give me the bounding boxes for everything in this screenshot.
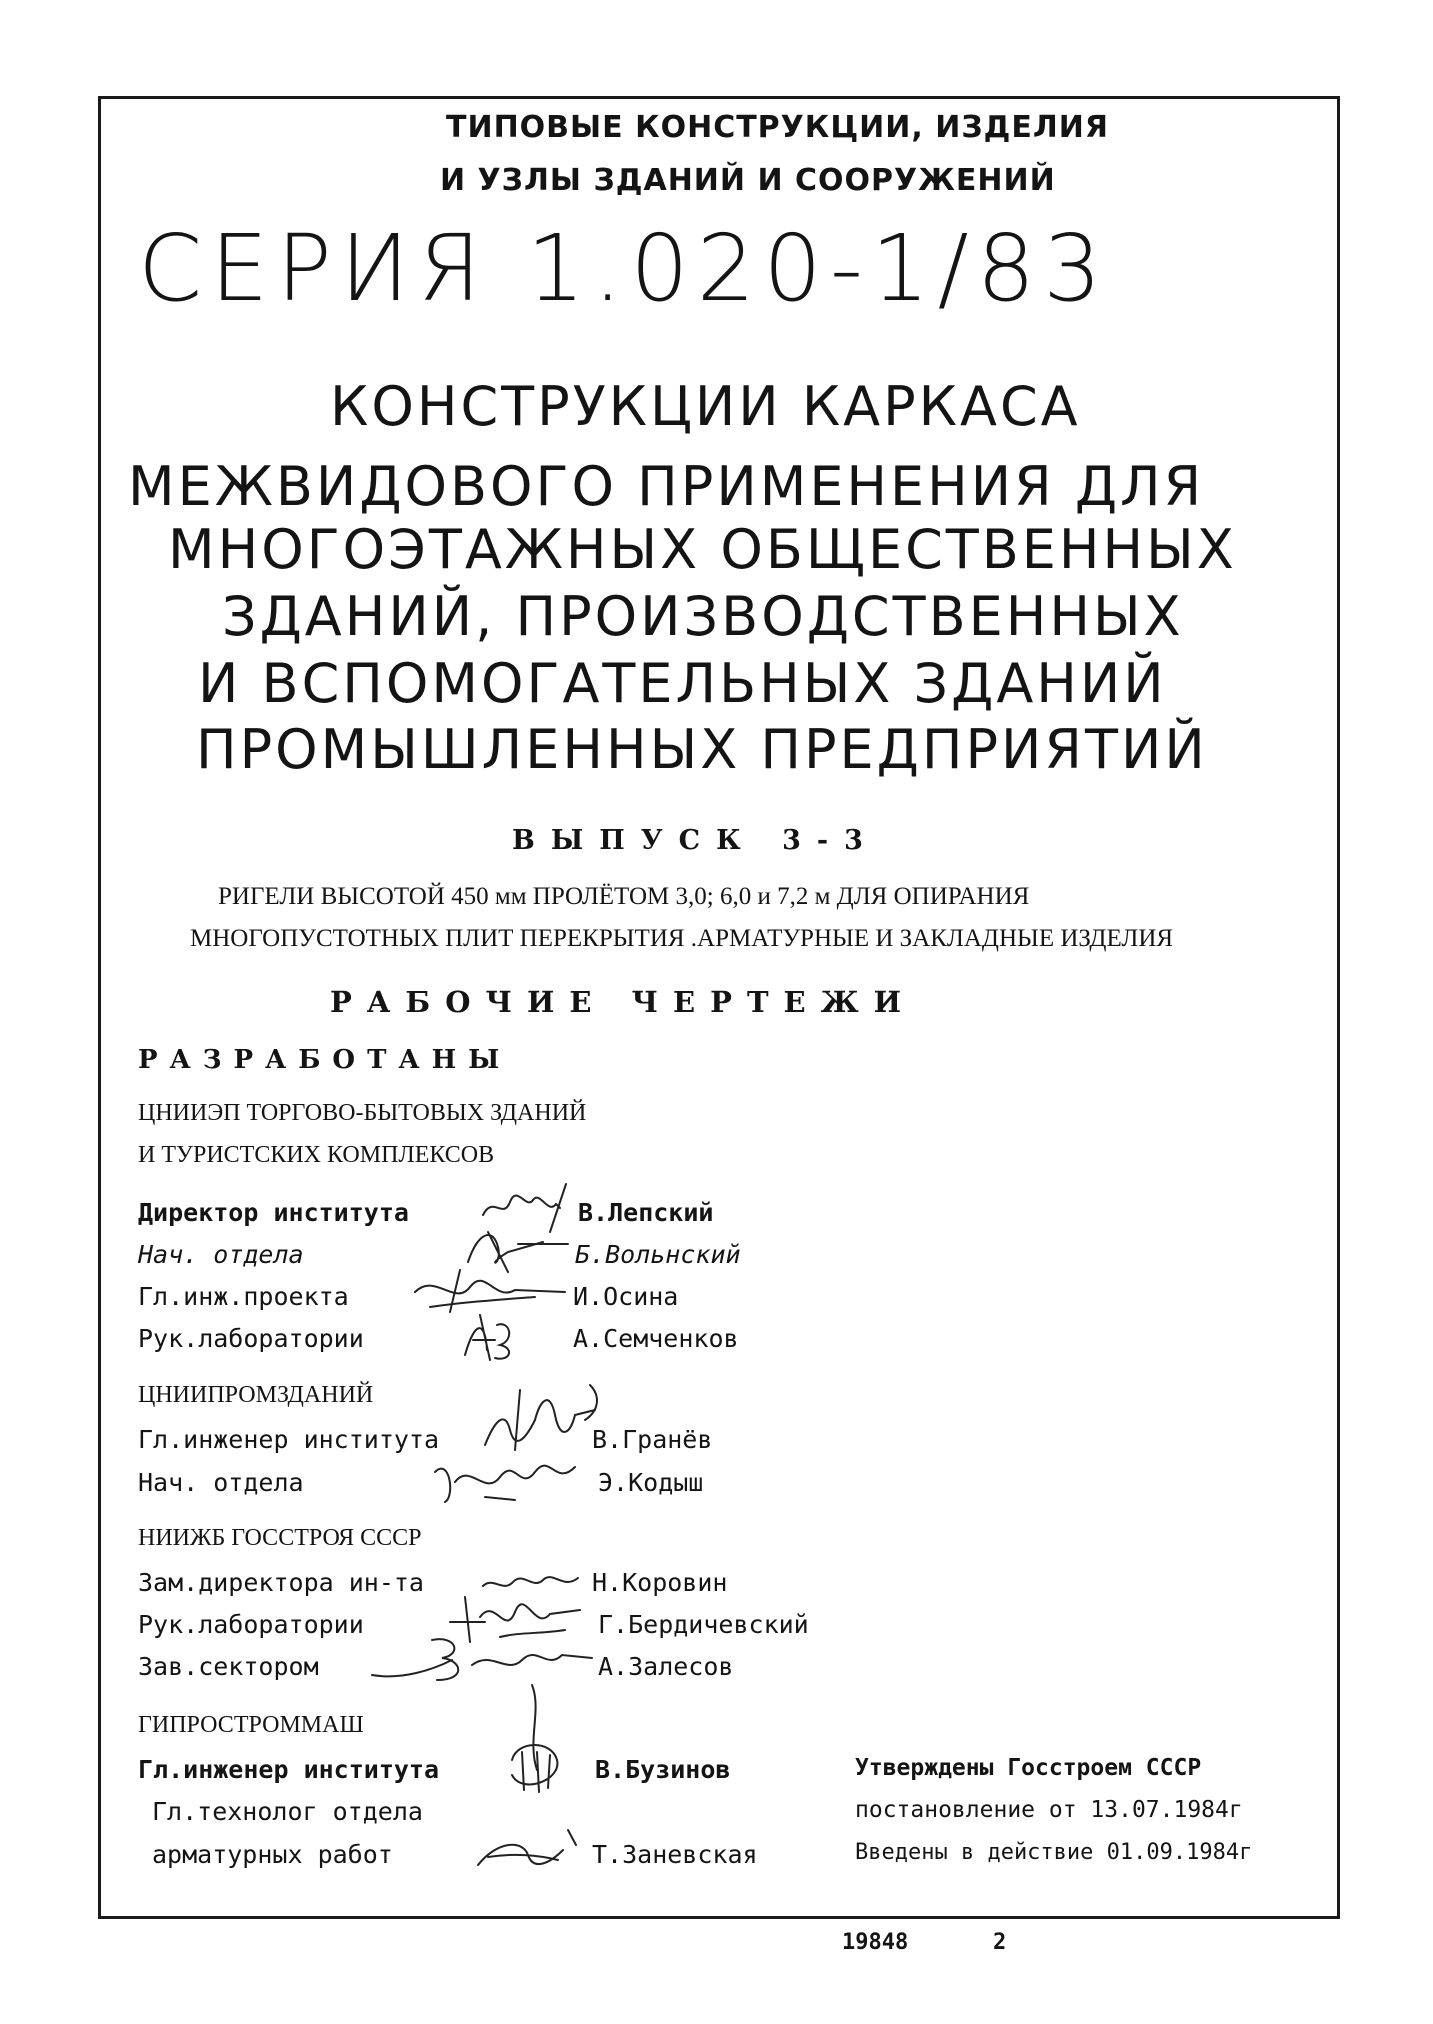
signature-kodysh [425, 1452, 585, 1512]
approval-line-1: Утверждены Госстроем СССР [855, 1755, 1202, 1781]
working-drawings-label: РАБОЧИЕ ЧЕРТЕЖИ [330, 985, 917, 1019]
org1-name-1: В.Лепский [578, 1198, 714, 1227]
signature-zanevskaya [468, 1825, 588, 1875]
header-line-2: И УЗЛЫ ЗДАНИЙ И СООРУЖЕНИЙ [440, 163, 1056, 198]
org1-name-line-2: И ТУРИСТСКИХ КОМПЛЕКСОВ [138, 1142, 495, 1168]
org1-role-1: Директор института [138, 1198, 409, 1227]
org4-name: ГИПРОСТРОММАШ [138, 1712, 364, 1738]
org1-role-2: Нач. отдела [138, 1240, 304, 1269]
org1-name-line-1: ЦНИИЭП ТОРГОВО-БЫТОВЫХ ЗДАНИЙ [138, 1100, 587, 1126]
issue-desc-line-2: МНОГОПУСТОТНЫХ ПЛИТ ПЕРЕКРЫТИЯ .АРМАТУРНЫЕ И ЗАКЛАДНЫЕ ИЗДЕЛИЯ [190, 925, 1174, 952]
org2-role-2: Нач. отдела [138, 1468, 304, 1497]
signature-osina [405, 1262, 575, 1317]
org1-name-4: А.Семченков [573, 1324, 739, 1353]
footer-code: 19848 [842, 1930, 909, 1955]
org3-name-2: Г.Бердичевский [598, 1610, 809, 1639]
org4-name-3: Т.Заневская [592, 1840, 758, 1869]
org1-name-2: Б.Вольнский [575, 1240, 741, 1269]
org3-name-1: Н.Коровин [592, 1568, 728, 1597]
org1-role-3: Гл.инж.проекта [138, 1282, 349, 1311]
org3-role-2: Рук.лаборатории [138, 1610, 364, 1639]
header-line-1: ТИПОВЫЕ КОНСТРУКЦИИ, ИЗДЕЛИЯ [446, 110, 1109, 145]
signature-granev [475, 1380, 615, 1460]
issue-number: ВЫПУСК 3-3 [512, 825, 879, 856]
org2-name: ЦНИИПРОМЗДАНИЙ [138, 1382, 374, 1408]
org3-name-3: А.Залесов [598, 1652, 734, 1681]
title-line-5: И ВСПОМОГАТЕЛЬНЫХ ЗДАНИЙ [198, 652, 1167, 715]
title-line-2: МЕЖВИДОВОГО ПРИМЕНЕНИЯ ДЛЯ [128, 455, 1205, 518]
issue-desc-line-1: РИГЕЛИ ВЫСОТОЙ 450 мм ПРОЛЁТОМ 3,0; 6,0 и 7,2 м ДЛЯ ОПИРАНИЯ [218, 883, 1030, 910]
title-line-1: КОНСТРУКЦИИ КАРКАСА [330, 375, 1081, 438]
org3-role-3: Зав.сектором [138, 1652, 319, 1681]
developed-by-label: РАЗРАБОТАНЫ [138, 1045, 512, 1075]
org3-role-1: Зам.директора ин-та [138, 1568, 424, 1597]
org1-name-3: И.Осина [573, 1282, 679, 1311]
org3-name: НИИЖБ ГОССТРОЯ СССР [138, 1525, 422, 1551]
org4-role-3: арматурных работ [152, 1840, 393, 1869]
title-line-4: ЗДАНИЙ, ПРОИЗВОДСТВЕННЫХ [222, 585, 1184, 648]
org1-role-4: Рук.лаборатории [138, 1324, 364, 1353]
org4-role-2: Гл.технолог отдела [152, 1797, 423, 1826]
signature-buzinov [492, 1680, 577, 1805]
title-line-3: МНОГОЭТАЖНЫХ ОБЩЕСТВЕННЫХ [168, 518, 1237, 581]
title-line-6: ПРОМЫШЛЕННЫХ ПРЕДПРИЯТИЙ [196, 718, 1208, 781]
approval-line-2: постановление от 13.07.1984г [855, 1797, 1243, 1823]
org2-role-1: Гл.инженер института [138, 1425, 440, 1454]
org4-name-1: В.Бузинов [595, 1755, 731, 1784]
org2-name-2: Э.Кодыш [598, 1468, 704, 1497]
org4-role-1: Гл.инженер института [138, 1755, 440, 1784]
signature-semchenkov [455, 1310, 525, 1365]
approval-line-3: Введены в действие 01.09.1984г [855, 1840, 1253, 1865]
series-number: СЕРИЯ 1.020-1/83 [138, 215, 1110, 322]
org2-name-1: В.Гранёв [592, 1425, 713, 1454]
footer-page: 2 [993, 1930, 1007, 1955]
